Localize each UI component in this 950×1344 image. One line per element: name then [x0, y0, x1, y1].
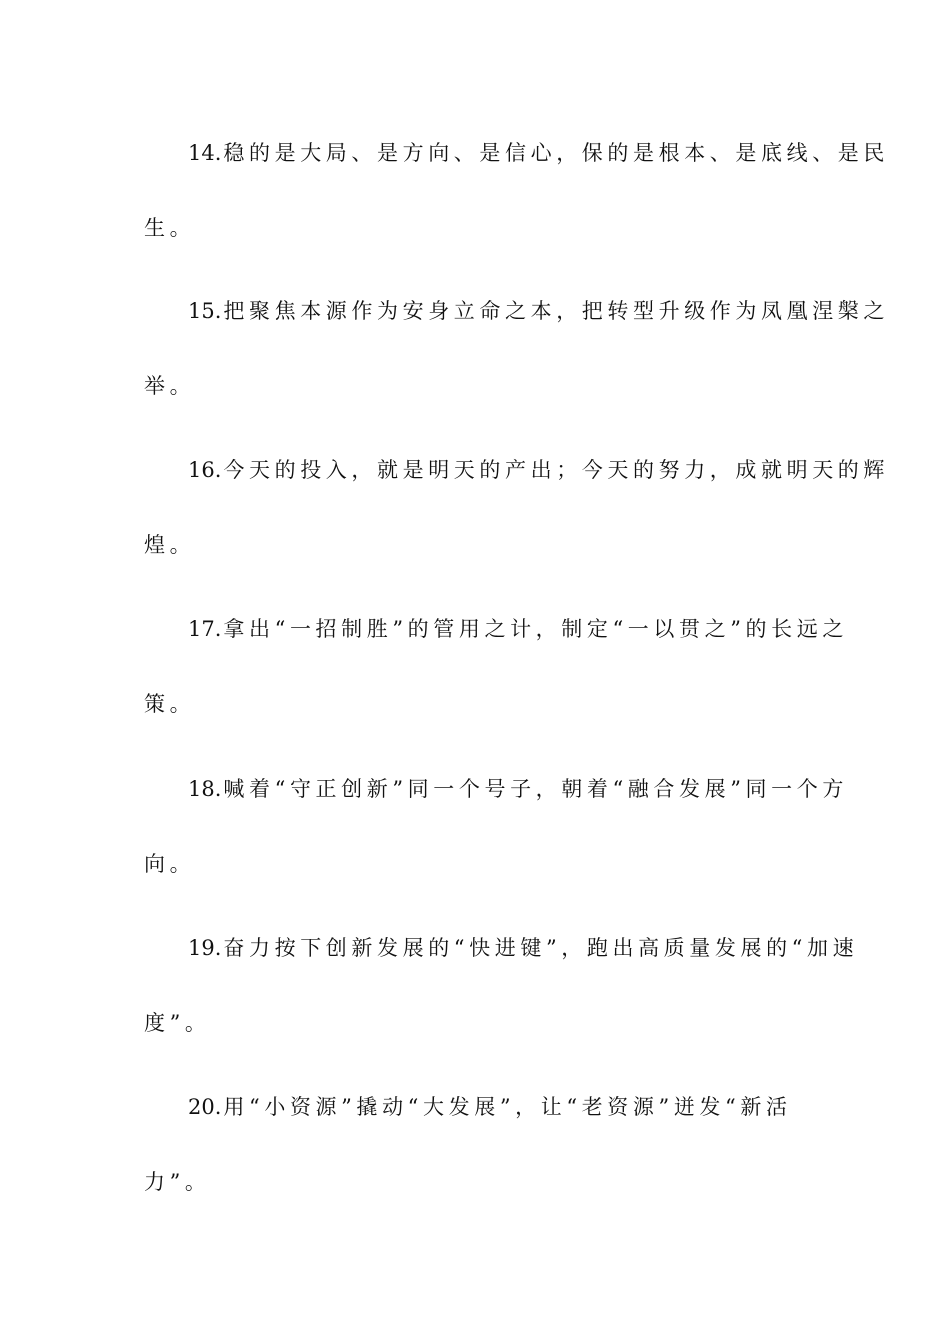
item-continuation-line: 煌。 — [144, 533, 196, 557]
item-first-line — [188, 138, 890, 168]
item-number: 16. — [188, 458, 222, 482]
item-text: 拿出“一招制胜”的管用之计，制定“一以贯之”的长远之 — [223, 617, 848, 641]
item-text: 用“小资源”撬动“大发展”，让“老资源”迸发“新活 — [223, 1095, 792, 1119]
item-continuation-line: 生。 — [144, 216, 196, 240]
item-first-line — [188, 933, 859, 963]
item-first-line — [188, 296, 890, 326]
item-first-line — [188, 774, 848, 804]
item-first-line — [188, 455, 890, 485]
list-item-17 — [0, 614, 950, 754]
item-continuation-line: 举。 — [144, 374, 196, 398]
item-text: 稳的是大局、是方向、是信心，保的是根本、是底线、是民 — [223, 141, 890, 165]
item-number: 15. — [188, 299, 222, 323]
item-first-line — [188, 1092, 808, 1122]
item-continuation-line: 策。 — [144, 692, 196, 716]
list-item-16 — [0, 455, 950, 595]
list-item-20 — [0, 1092, 950, 1232]
item-text: 今天的投入，就是明天的产出；今天的努力，成就明天的辉 — [223, 458, 890, 482]
list-item-15 — [0, 296, 950, 436]
item-text: 奋力按下创新发展的“快进键”，跑出高质量发展的“加速 — [223, 936, 859, 960]
item-number: 18. — [188, 777, 222, 801]
item-continuation-line: 向。 — [144, 852, 196, 876]
item-first-line — [188, 614, 848, 644]
list-item-19 — [0, 933, 950, 1073]
item-continuation-line: 度”。 — [144, 1011, 211, 1035]
list-item-18 — [0, 774, 950, 914]
item-number: 14. — [188, 141, 222, 165]
item-number: 19. — [188, 936, 222, 960]
item-continuation-line: 力”。 — [144, 1170, 211, 1194]
item-number: 17. — [188, 617, 222, 641]
item-number: 20. — [188, 1095, 222, 1119]
item-text: 把聚焦本源作为安身立命之本，把转型升级作为凤凰涅槃之 — [223, 299, 890, 323]
item-text: 喊着“守正创新”同一个号子，朝着“融合发展”同一个方 — [223, 777, 848, 801]
list-item-14 — [0, 138, 950, 278]
